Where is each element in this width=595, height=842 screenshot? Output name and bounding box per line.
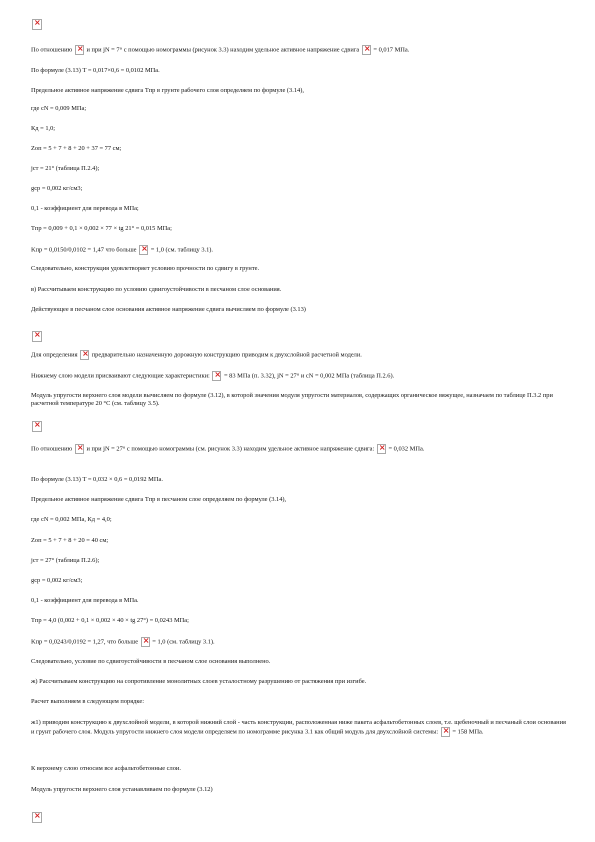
text-span: Kпр = 0,0243/0,0192 = 1,27, что больше	[31, 638, 139, 646]
text-line: Следовательно, конструкция удовлетворяет условию прочности по сдвигу в грунте.	[31, 265, 260, 272]
text-line: Следовательно, условие по сдвигоустойчивости в песчаном слое основания выполнено.	[31, 658, 271, 665]
text-line: Модуль упругости верхнего слоя устанавливаем по формуле (3.12)	[31, 786, 213, 793]
text-line: Zоп = 5 + 7 + 8 + 20 = 40 см;	[31, 537, 109, 544]
text-line	[31, 637, 215, 647]
text-span: = 1,0 (см. таблицу 3.1).	[152, 638, 215, 646]
text-line: К верхнему слою относим все асфальтобетонные слои.	[31, 765, 181, 772]
text-span: = 83 МПа (п. 3.32), jN = 27° и сN = 0,002 МПа (таблица П.2.6).	[223, 372, 395, 380]
text-span: ж1) приводим конструкцию к двухслойной модели, в которой нижний слой - часть конструкции, расположенная ниже пакета асфальтобетонных слоев, т.е. щебеночный и песчаный слои основания и грунт рабочего слоя. Модуль упругости нижнего слоя модели определяем по номограмме рисунка 3.1 как общий модуль для двухслойной системы:	[31, 719, 566, 736]
text-span: Для определения	[31, 351, 78, 359]
text-line: где сN = 0,009 МПа;	[31, 105, 87, 112]
text-span: = 0,032	[388, 445, 409, 453]
broken-image-icon	[75, 444, 84, 454]
text-line	[31, 350, 362, 360]
text-line: Tпр = 0,009 + 0,1 × 0,002 × 77 × tg 21° = 0,015 МПа;	[31, 225, 172, 232]
broken-image-icon	[75, 45, 84, 55]
text-line: gср = 0,002 кг/см3;	[31, 185, 83, 192]
text-span: и при jN = 27° с помощью номограммы (см. рисунок 3.3) находим удельное активное напряжение сдвига:	[86, 445, 375, 453]
text-span: = 0,017 МПа.	[373, 46, 410, 54]
text-line: 0,1 - коэффициент для перевода в МПа;	[31, 205, 139, 212]
text-span: и при jN = 7° с помощью номограммы (рисунок 3.3) находим удельное активное напряжение сдвига	[86, 46, 360, 54]
text-span: Kпр = 0,0150/0,0102 = 1,47 что больше	[31, 246, 137, 254]
text-span: = 158 МПа.	[452, 728, 484, 736]
text-line: jcт = 27° (таблица П.2.6);	[31, 557, 100, 564]
text-line	[31, 371, 394, 381]
text-span: = 1,0 (см. таблицу 3.1).	[150, 246, 214, 254]
text-span: предварительно назначенную дорожную конструкцию приводим к двухслойной расчетной модели.	[91, 351, 362, 359]
text-line: jcт = 21° (таблица П.2.4);	[31, 165, 100, 172]
text-line: Расчет выполняем в следующем порядке:	[31, 698, 144, 705]
text-line: Кд = 1,0;	[31, 125, 56, 132]
broken-image-icon	[32, 19, 42, 30]
broken-image-icon	[32, 331, 42, 342]
text-line: По формуле (3.13) T = 0,017×0,6 = 0,0102 МПа.	[31, 67, 160, 74]
broken-image-icon	[377, 444, 386, 454]
broken-image-icon	[362, 45, 371, 55]
text-span: По отношению	[31, 46, 73, 54]
text-span: Нижнему слою модели присваивают следующие характеристики:	[31, 372, 210, 380]
text-paragraph: Модуль упругости верхнего слоя модели вычисляем по формуле (3.12), в которой значения модуля упругости материалов, содержащих органическое вяжущее, назначаем по таблице П.3.2 при расчетной температуре 20 °С (см. таблицу 3.5).	[31, 392, 553, 407]
broken-image-icon	[80, 350, 89, 360]
text-line: ж) Рассчитываем конструкцию на сопротивление монолитных слоев усталостному разрушению от растяжения при изгибе.	[31, 678, 367, 685]
text-line	[31, 245, 213, 255]
broken-image-icon	[32, 812, 42, 823]
text-line: где сN = 0,002 МПа, Кд = 4,0;	[31, 516, 112, 523]
text-line: Zоп = 5 + 7 + 8 + 20 + 37 = 77 см;	[31, 145, 122, 152]
text-paragraph	[31, 444, 566, 454]
broken-image-icon	[139, 245, 148, 255]
broken-image-icon	[441, 727, 450, 737]
text-line: Tпр = 4,0 (0,002 + 0,1 × 0,002 × 40 × tg 27°) = 0,0243 МПа;	[31, 617, 189, 624]
text-line: Действующее в песчаном слое основания активное напряжение сдвига вычисляем по формуле (3.13)	[31, 306, 306, 313]
text-line: в) Рассчитываем конструкцию по условию сдвигоустойчивости в песчаном слое основания.	[31, 286, 282, 293]
text-line: Предельное активное напряжение сдвига Tпр в песчаном слое определяем по формуле (3.14),	[31, 496, 287, 503]
broken-image-icon	[212, 371, 221, 381]
broken-image-icon	[32, 421, 42, 432]
text-line: По формуле (3.13) T = 0,032 × 0,6 = 0,0192 МПа.	[31, 476, 163, 483]
text-line	[31, 45, 409, 55]
text-line: Предельное активное напряжение сдвига Tпр в грунте рабочего слоя определяем по формуле (3.14),	[31, 87, 304, 94]
text-line: gср = 0,002 кг/см3;	[31, 577, 83, 584]
broken-image-icon	[141, 637, 150, 647]
text-span: По отношению	[31, 445, 73, 453]
text-paragraph	[31, 719, 566, 737]
text-span: МПа.	[409, 445, 425, 453]
text-line: 0,1 - коэффициент для перевода в МПа.	[31, 597, 139, 604]
